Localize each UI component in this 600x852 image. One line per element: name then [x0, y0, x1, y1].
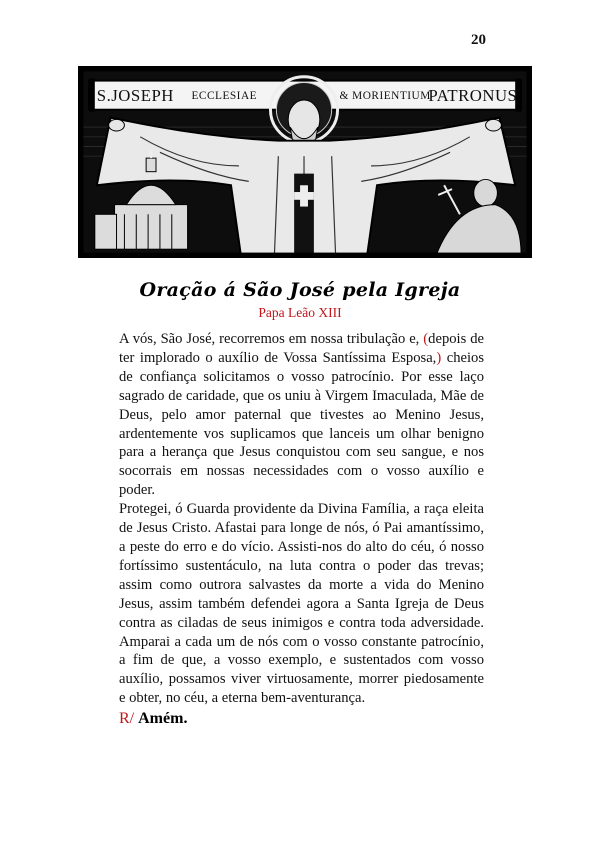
prayer-paragraph-2: Protegei, ó Guarda providente da Divina Família, a raça eleita de Jesus Cristo. Afastai para longe de nós, ó Pai amantíssimo, a peste do erro e do vício. Assisti-nos do alto do céu, ó nosso fortíssimo sustentáculo, na luta contra o poder das trevas; assim como outrora salvastes da morte a vida do Menino Jesus, assim também defendei agora a Santa Igreja de Deus contra as ciladas de seus inimigos e contra toda adversidade. Amparai a cada um de nós com o vosso constante patrocínio, a fim de que, a vosso exemplo, e sustentados com vosso auxílio, possamos viver virtuosamente, morrer piedosamente e obter, no céu, a eterna bem-aventurança.	[119, 501, 484, 707]
parenthesis-close: )	[436, 349, 442, 366]
prayer-body	[119, 330, 484, 729]
response-marker: R/	[119, 710, 135, 728]
response-line	[119, 710, 484, 729]
parenthesis-open: (	[423, 331, 429, 347]
paragraph-1-part-2: depois de ter implorado o auxílio de Vossa Santíssima Esposa,	[119, 331, 485, 366]
banner-text-right-1: & MORIENTIUM	[339, 90, 431, 103]
saint-joseph-woodcut-illustration	[78, 66, 532, 258]
paragraph-1-part-1: A vós, São José, recorremos em nossa tribulação e,	[119, 331, 424, 347]
response-amen: Amém.	[138, 710, 188, 728]
woodcut-svg	[81, 69, 529, 255]
paragraph-1-part-3: cheios de confiança solicitamos o vosso patrocínio. Por esse laço sagrado de caridade, que os uniu à Virgem Imaculada, Mãe de Deus, pelo amor paternal que tivestes ao Menino Jesus, ardentemente vos suplicamos que lanceis um olhar benigno para a herança que Jesus conquistou com seu sangue, e nos socorrais em nossas necessidades com o vosso auxílio e poder.	[119, 349, 484, 499]
banner-text-left: S.JOSEPH	[96, 86, 174, 105]
banner-text-right-2: PATRONUS	[428, 86, 518, 105]
prayer-title: Oração á São José pela Igreja	[139, 279, 461, 301]
banner-text-middle: ECCLESIAE	[191, 90, 258, 103]
prayer-paragraph-1	[119, 330, 484, 500]
page-number: 20	[471, 32, 486, 48]
prayer-author: Papa Leão XIII	[258, 305, 342, 320]
